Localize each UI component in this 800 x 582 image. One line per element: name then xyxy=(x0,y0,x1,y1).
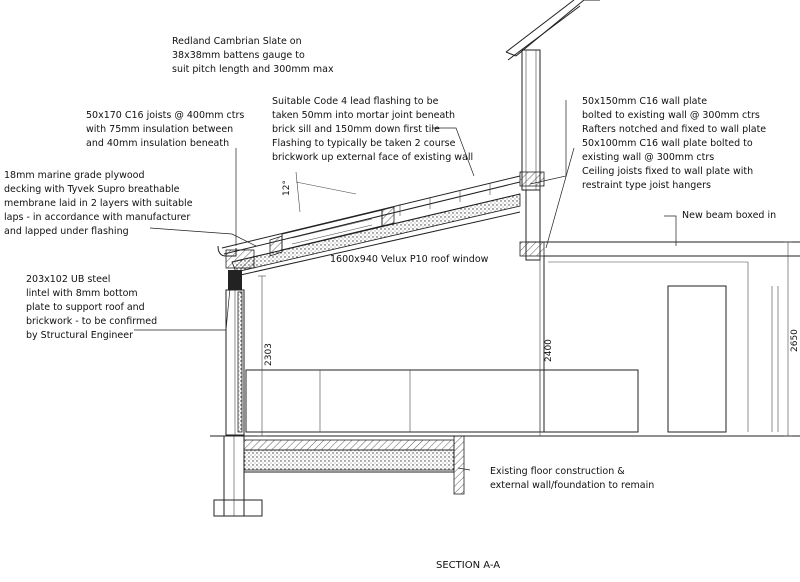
door xyxy=(668,286,726,432)
note-wallplate-line-1: 50x150mm C16 wall plate xyxy=(582,96,708,107)
note-steel-line-1: 203x102 UB steel xyxy=(26,274,111,285)
note-slate-line-2: 38x38mm battens gauge to xyxy=(172,50,305,61)
dim-height-front: 2303 xyxy=(264,343,274,366)
note-wallplate-line-7: restraint type joist hangers xyxy=(582,180,711,191)
eaves-gutter xyxy=(218,246,254,290)
note-slate-line-1: Redland Cambrian Slate on xyxy=(172,36,302,47)
front-wall xyxy=(226,290,244,435)
note-joists xyxy=(86,110,244,149)
steel-lintel xyxy=(228,270,242,290)
note-wallplate-line-2: bolted to existing wall @ 300mm ctrs xyxy=(582,110,760,121)
note-plywood-line-5: and lapped under flashing xyxy=(4,226,129,237)
note-floor-line-1: Existing floor construction & xyxy=(490,466,625,477)
note-steel-line-3: plate to support roof and xyxy=(26,302,145,313)
note-floor xyxy=(490,466,654,491)
note-flashing xyxy=(272,96,473,163)
note-slate-line-3: suit pitch length and 300mm max xyxy=(172,64,334,75)
dim-height-existing: 2650 xyxy=(790,329,800,352)
note-steel-line-2: lintel with 8mm bottom xyxy=(26,288,138,299)
existing-wall-upper xyxy=(520,50,544,260)
note-plywood-line-1: 18mm marine grade plywood xyxy=(4,170,145,181)
note-joists-line-1: 50x170 C16 joists @ 400mm ctrs xyxy=(86,110,245,121)
note-flashing-line-5: brickwork up external face of existing wall xyxy=(272,152,474,163)
note-wallplate-line-6: Ceiling joists fixed to wall plate with xyxy=(582,166,754,177)
note-floor-line-2: external wall/foundation to remain xyxy=(490,480,655,491)
note-wallplate-line-3: Rafters notched and fixed to wall plate xyxy=(582,124,767,135)
note-plywood-line-3: membrane laid in 2 layers with suitable xyxy=(4,198,193,209)
note-wallplate-line-4: 50x100mm C16 wall plate bolted to xyxy=(582,138,753,149)
existing-house xyxy=(526,242,800,432)
note-plywood-line-4: laps - in accordance with manufacturer xyxy=(4,212,191,223)
note-steel-line-5: by Structural Engineer xyxy=(26,330,134,341)
wall-plate-lower xyxy=(520,242,544,256)
note-beam: New beam boxed in xyxy=(682,210,777,221)
note-flashing-line-3: brick sill and 150mm down first tile xyxy=(272,124,440,135)
note-joists-line-3: and 40mm insulation beneath xyxy=(86,138,230,149)
note-slate xyxy=(172,36,334,75)
note-wallplate-line-5: existing wall @ 300mm ctrs xyxy=(582,152,715,163)
floor-screed xyxy=(244,440,454,450)
note-flashing-line-4: Flashing to typically be taken 2 course xyxy=(272,138,456,149)
dim-height-rear: 2400 xyxy=(544,339,554,362)
note-joists-line-2: with 75mm insulation between xyxy=(86,124,234,135)
note-steel-line-4: brickwork - to be confirmed xyxy=(26,316,158,327)
note-steel xyxy=(26,274,157,341)
existing-gable-roof xyxy=(506,0,600,60)
section-title: SECTION A-A xyxy=(436,560,501,571)
note-flashing-line-2: taken 50mm into mortar joint beneath xyxy=(272,110,456,121)
note-wallplate xyxy=(582,96,766,191)
note-plywood-line-2: decking with Tyvek Supro breathable xyxy=(4,184,180,195)
kitchen-units xyxy=(246,370,638,432)
note-plywood xyxy=(4,170,193,237)
floor-insulation xyxy=(244,450,454,470)
note-flashing-line-1: Suitable Code 4 lead flashing to be xyxy=(272,96,439,107)
dim-pitch: 12° xyxy=(282,180,292,196)
note-velux: 1600x940 Velux P10 roof window xyxy=(330,254,489,265)
